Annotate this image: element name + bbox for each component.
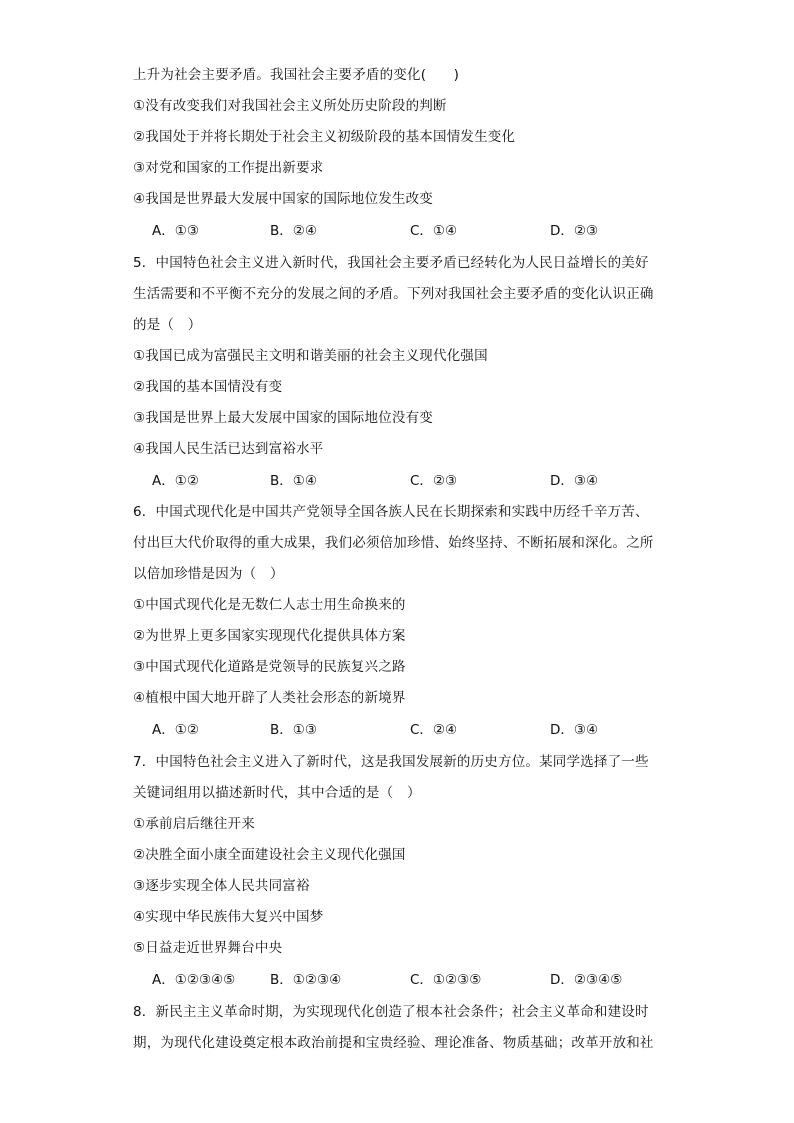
question-8-stem: 期，为现代化建设奠定根本政治前提和宝贵经验、理论准备、物质基础；改革开放和社 <box>133 1035 654 1051</box>
option-a: A．①②③④⑤ <box>152 972 236 988</box>
option-d: D．③④ <box>550 722 599 738</box>
statement-item: ⑤日益走近世界舞台中央 <box>133 940 283 956</box>
statement-item: ①承前启后继往开来 <box>133 816 255 832</box>
question-8-stem: 8．新民主主义革命时期，为实现现代化创造了根本社会条件；社会主义革命和建设时 <box>133 1004 649 1020</box>
statement-item: ③我国是世界上最大发展中国家的国际地位没有变 <box>133 410 434 426</box>
statement-item: ②为世界上更多国家实现现代化提供具体方案 <box>133 628 406 644</box>
question-7-stem: 7．中国特色社会主义进入了新时代，这是我国发展新的历史方位。某同学选择了一些 <box>133 754 649 770</box>
option-d: D．③④ <box>550 473 599 489</box>
option-b: B．②④ <box>270 223 317 239</box>
statement-item: ③对党和国家的工作提出新要求 <box>133 160 324 176</box>
question-5-stem: 5．中国特色社会主义进入新时代，我国社会主要矛盾已经转化为人民日益增长的美好 <box>133 255 649 271</box>
question-4-stem-continuation: 上升为社会主要矛盾。我国社会主要矛盾的变化( ) <box>133 67 460 83</box>
question-6-stem: 6．中国式现代化是中国共产党领导全国各族人民在长期探索和实践中历经千辛万苦、 <box>133 504 649 520</box>
statement-item: ④植根中国大地开辟了人类社会形态的新境界 <box>133 690 406 706</box>
statement-item: ①没有改变我们对我国社会主义所处历史阶段的判断 <box>133 98 447 114</box>
option-a: A．①② <box>152 473 199 489</box>
statement-item: ③逐步实现全体人民共同富裕 <box>133 878 310 894</box>
option-b: B．①②③④ <box>270 972 342 988</box>
statement-item: ①我国已成为富强民主文明和谐美丽的社会主义现代化强国 <box>133 348 488 364</box>
statement-item: ②决胜全面小康全面建设社会主义现代化强国 <box>133 847 406 863</box>
option-c: C．①②③⑤ <box>410 972 482 988</box>
option-a: A．①③ <box>152 223 199 239</box>
statement-item: ④我国是世界最大发展中国家的国际地位发生改变 <box>133 191 434 207</box>
statement-item: ②我国处于并将长期处于社会主义初级阶段的基本国情发生变化 <box>133 129 516 145</box>
statement-item: ②我国的基本国情没有变 <box>133 379 283 395</box>
question-6-stem: 付出巨大代价取得的重大成果，我们必须倍加珍惜、始终坚持、不断拓展和深化。之所 <box>133 535 654 551</box>
option-c: C．②③ <box>410 473 458 489</box>
statement-item: ④实现中华民族伟大复兴中国梦 <box>133 909 324 925</box>
question-7-stem: 关键词组用以描述新时代，其中合适的是（ ） <box>133 785 421 801</box>
option-b: B．①④ <box>270 473 317 489</box>
statement-item: ①中国式现代化是无数仁人志士用生命换来的 <box>133 597 406 613</box>
question-6-stem: 以倍加珍惜是因为（ ） <box>133 566 284 582</box>
option-d: D．②③④⑤ <box>550 972 623 988</box>
question-5-stem: 的是（ ） <box>133 317 202 333</box>
statement-item: ④我国人民生活已达到富裕水平 <box>133 441 324 457</box>
option-c: C．①④ <box>410 223 458 239</box>
option-b: B．①③ <box>270 722 317 738</box>
option-c: C．②④ <box>410 722 458 738</box>
question-5-stem: 生活需要和不平衡不充分的发展之间的矛盾。下列对我国社会主要矛盾的变化认识正确 <box>133 286 654 302</box>
statement-item: ③中国式现代化道路是党领导的民族复兴之路 <box>133 659 406 675</box>
option-d: D．②③ <box>550 223 599 239</box>
option-a: A．①② <box>152 722 199 738</box>
